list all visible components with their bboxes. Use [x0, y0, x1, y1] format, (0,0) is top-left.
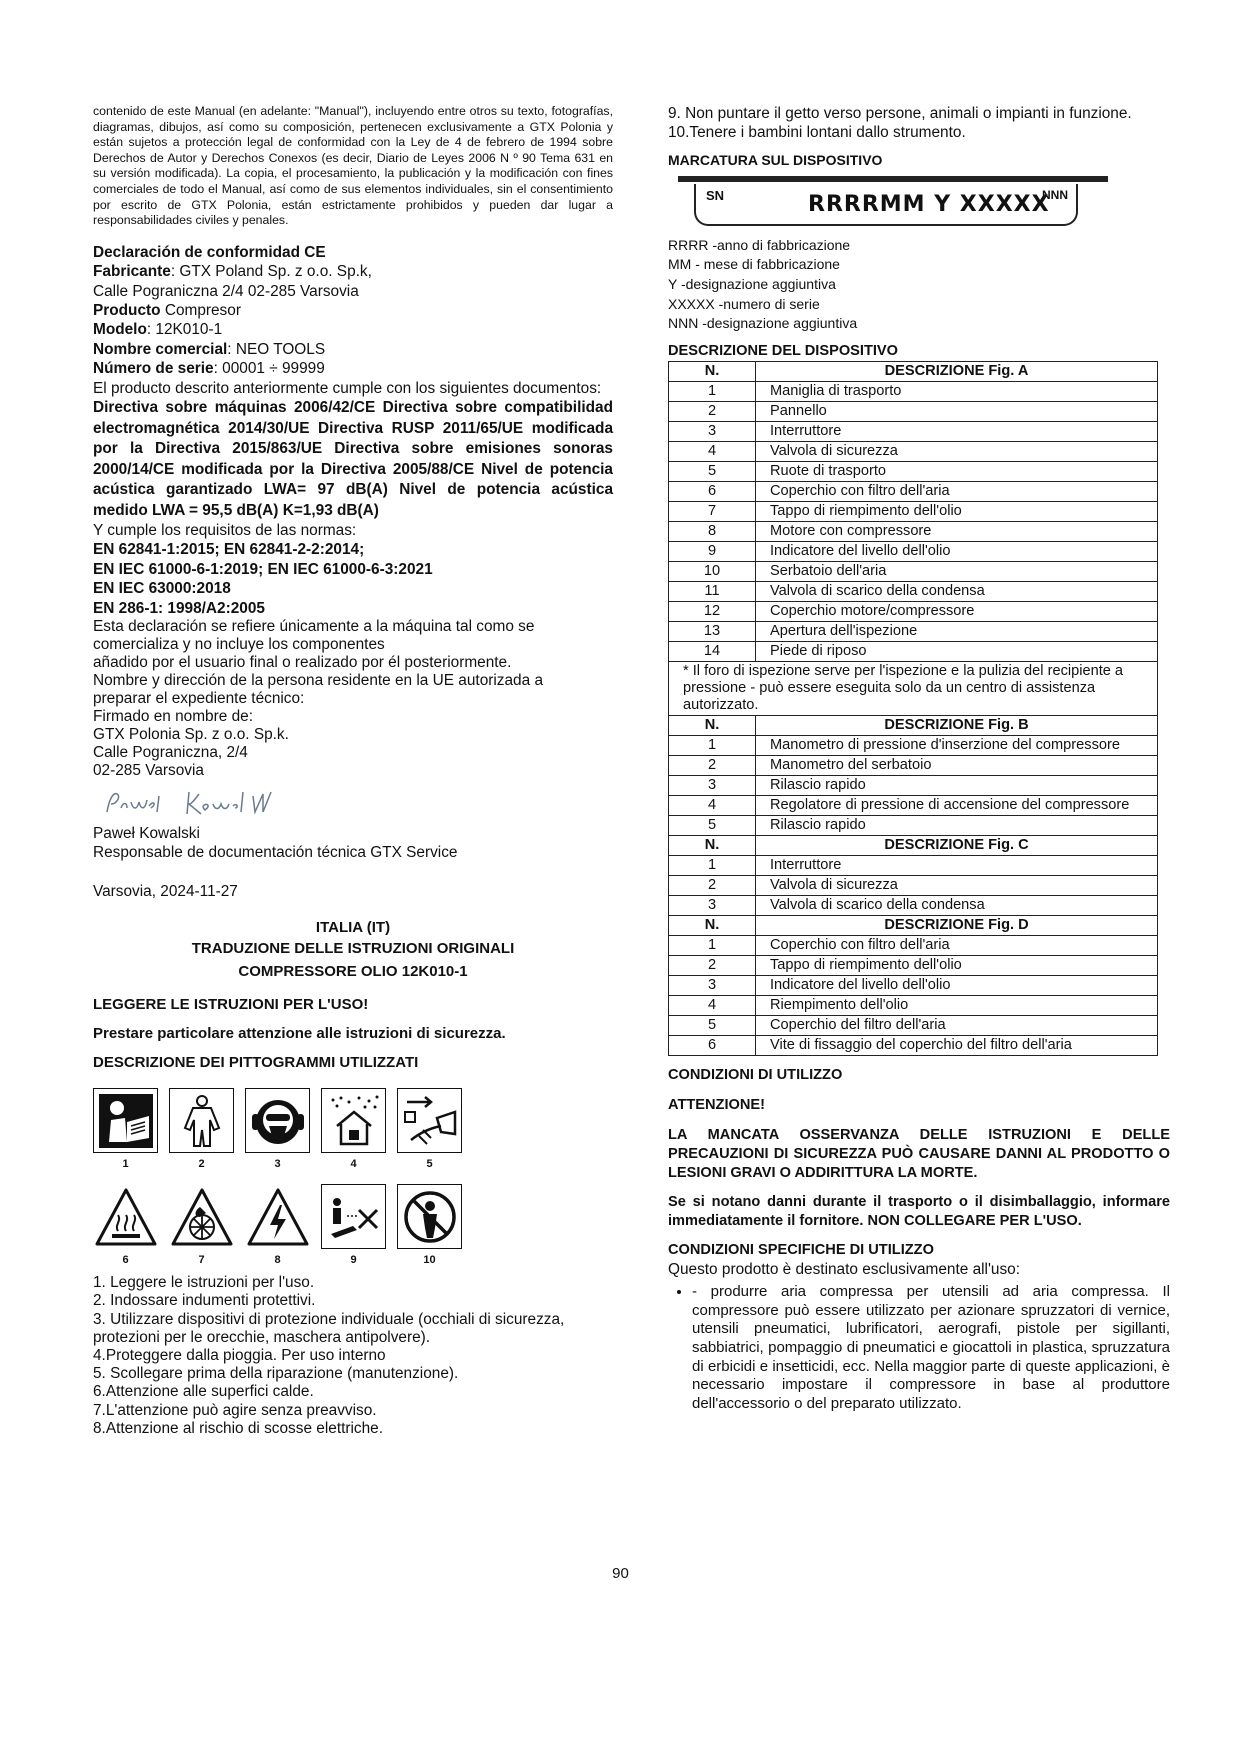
directives-text: Directiva sobre máquinas 2006/42/CE Directiva sobre compatibilidad electromagnética 2014/30/UE Directiva RUSP 2011/65/UE modificada por la Directiva 2015/863/UE Directiva sobre emisiones sonoras 2000/14/CE modificada por la Directiva 2005/88/CE Nivel de potencia acústica garantizado LWA= 97 dB(A) Nivel de potencia acústica medido LWA = 95,5 dB(A) K=1,93 dB(A) — [93, 399, 613, 519]
intended-use: Questo prodotto è destinato esclusivamente all'uso: — [668, 1260, 1021, 1278]
pictograms-title: DESCRIZIONE DEI PITTOGRAMMI UTILIZZATI — [93, 1054, 419, 1072]
table-cell-description: Motore con compressore — [756, 521, 1158, 541]
pictogram-description: 5. Scollegare prima della riparazione (manutenzione). — [93, 1365, 459, 1383]
table-cell-number: 6 — [669, 481, 756, 501]
declaration-note-line: comercializa y no incluye los componentes — [93, 636, 385, 654]
table-cell-number: 2 — [669, 955, 756, 975]
table-cell-description: Valvola di scarico della condensa — [756, 581, 1158, 601]
declaration-note-line: preparar el expediente técnico: — [93, 690, 305, 708]
table-cell-description: Ruote di trasporto — [756, 461, 1158, 481]
disconnect-pictogram-icon — [397, 1088, 462, 1153]
marking-nnn-label: NNN — [1042, 187, 1068, 202]
table-cell-description: Tappo di riempimento dell'olio — [756, 501, 1158, 521]
device-description-title: DESCRIZIONE DEL DISPOSITIVO — [668, 342, 899, 359]
signature — [103, 786, 613, 820]
table-row — [669, 1035, 1158, 1055]
table-header-n: N. — [669, 361, 756, 381]
declaration-note-line: Esta declaración se refiere únicamente a la máquina tal como se — [93, 618, 535, 636]
table-cell-number: 4 — [669, 995, 756, 1015]
picto-item-10: 10.Tenere i bambini lontani dallo strumento. — [668, 124, 966, 142]
table-cell-description: Riempimento dell'olio — [756, 995, 1158, 1015]
no-children-pictogram-icon — [397, 1184, 462, 1249]
table-cell-description: Tappo di riempimento dell'olio — [756, 955, 1158, 975]
table-cell-number: 4 — [669, 441, 756, 461]
table-cell-number: 3 — [669, 775, 756, 795]
pictogram-number: 2 — [198, 1158, 205, 1171]
table-row — [669, 481, 1158, 501]
table-row — [669, 975, 1158, 995]
table-cell-number: 13 — [669, 621, 756, 641]
declaration-note-line: 02-285 Varsovia — [93, 762, 204, 780]
marking-legend-line: MM - mese di fabbricazione — [668, 256, 840, 273]
declaration-note-line: Calle Pograniczna, 2/4 — [93, 744, 248, 762]
table-cell-description: Manometro di pressione d'inserzione del compressore — [756, 735, 1158, 755]
table-header-n: N. — [669, 835, 756, 855]
table-cell-number: 10 — [669, 561, 756, 581]
table-row — [669, 541, 1158, 561]
manufacturer-value: : GTX Poland Sp. z o.o. Sp.k, — [170, 263, 372, 281]
table-cell-number: 3 — [669, 975, 756, 995]
table-row — [669, 641, 1158, 661]
read-instructions-heading: LEGGERE LE ISTRUZIONI PER L'USO! — [93, 996, 369, 1014]
table-row — [669, 1015, 1158, 1035]
table-row — [669, 935, 1158, 955]
pictogram-number: 5 — [426, 1158, 433, 1171]
trade-name-line — [93, 340, 613, 359]
pictogram-number: 4 — [350, 1158, 357, 1171]
product-value: Compresor — [160, 301, 241, 319]
table-cell-description: Maniglia di trasporto — [756, 381, 1158, 401]
table-header-title: DESCRIZIONE Fig. A — [756, 361, 1158, 381]
table-cell-description: Regolatore di pressione di accensione del compressore — [756, 795, 1158, 815]
table-header-title: DESCRIZIONE Fig. D — [756, 915, 1158, 935]
pictogram-number: 7 — [198, 1254, 205, 1267]
manufacturer-label: Fabricante — [93, 263, 171, 281]
table-row — [669, 421, 1158, 441]
table-cell-number: 6 — [669, 1035, 756, 1055]
declaration-note — [93, 618, 613, 780]
table-cell-number: 14 — [669, 641, 756, 661]
marking-legend-line: RRRR -anno di fabbricazione — [668, 236, 851, 253]
table-row — [669, 401, 1158, 421]
table-row — [669, 381, 1158, 401]
table-cell-description: Piede di riposo — [756, 641, 1158, 661]
table-row — [669, 855, 1158, 875]
pictogram-number: 6 — [122, 1254, 129, 1267]
marking-legend-line: XXXXX -numero di serie — [668, 295, 820, 312]
marking-legend — [668, 236, 1170, 334]
table-cell-description: Rilascio rapido — [756, 815, 1158, 835]
table-cell-number: 3 — [669, 895, 756, 915]
table-row — [669, 621, 1158, 641]
table-row — [669, 875, 1158, 895]
table-cell-number: 8 — [669, 521, 756, 541]
table-row — [669, 995, 1158, 1015]
table-row — [669, 521, 1158, 541]
table-header-row — [669, 835, 1158, 855]
safety-warning: LA MANCATA OSSERVANZA DELLE ISTRUZIONI E DELLE PRECAUZIONI DI SICUREZZA PUÒ CAUSARE DANNI AL PRODOTTO O LESIONI GRAVI O ADDIRITTURA LA MORTE. — [668, 1126, 1170, 1181]
table-header-title: DESCRIZIONE Fig. B — [756, 715, 1158, 735]
table-cell-number: 5 — [669, 815, 756, 835]
table-cell-number: 7 — [669, 501, 756, 521]
model-value: : 12K010-1 — [146, 321, 223, 339]
table-row — [669, 775, 1158, 795]
table-cell-number: 9 — [669, 541, 756, 561]
table-header-n: N. — [669, 715, 756, 735]
declaration-note-line: GTX Polonia Sp. z o.o. Sp.k. — [93, 726, 289, 744]
pictogram-number: 8 — [274, 1254, 281, 1267]
table-cell-number: 2 — [669, 401, 756, 421]
pictogram-description: 7.L'attenzione può agire senza preavviso. — [93, 1401, 377, 1419]
pictograms-grid — [93, 1088, 483, 1266]
pictogram-description: 4.Proteggere dalla pioggia. Per uso interno — [93, 1347, 386, 1365]
table-cell-description: Valvola di scarico della condensa — [756, 895, 1158, 915]
attention-heading: ATTENZIONE! — [668, 1096, 766, 1113]
table-row — [669, 581, 1158, 601]
table-row — [669, 501, 1158, 521]
norm-line: EN IEC 63000:2018 — [93, 580, 231, 598]
table-cell-description: Apertura dell'ispezione — [756, 621, 1158, 641]
pictogram-description: 6.Attenzione alle superfici calde. — [93, 1383, 314, 1401]
table-row — [669, 441, 1158, 461]
table-cell-description: Indicatore del livello dell'olio — [756, 975, 1158, 995]
table-row — [669, 795, 1158, 815]
safety-attention: Prestare particolare attenzione alle istruzioni di sicurezza. — [93, 1025, 506, 1043]
table-header-n: N. — [669, 915, 756, 935]
hot-surface-pictogram-icon — [93, 1184, 158, 1249]
product-label: Producto — [93, 301, 161, 319]
ppe-pictogram-icon — [245, 1088, 310, 1153]
table-cell-number: 1 — [669, 855, 756, 875]
manufacturer-line — [93, 262, 613, 281]
declaration-note-line: Firmado en nombre de: — [93, 708, 253, 726]
table-header-row — [669, 915, 1158, 935]
declaration-date: Varsovia, 2024-11-27 — [93, 882, 238, 900]
table-header-row — [669, 361, 1158, 381]
table-row — [669, 735, 1158, 755]
it-product-title: COMPRESSORE OLIO 12K010-1 — [238, 963, 468, 981]
table-cell-number: 2 — [669, 755, 756, 775]
it-translation-title: TRADUZIONE DELLE ISTRUZIONI ORIGINALI — [191, 940, 515, 958]
norm-line: EN 286-1: 1998/A2:2005 — [93, 599, 265, 617]
pictogram-numbers-row1 — [93, 1158, 483, 1170]
table-cell-number: 2 — [669, 875, 756, 895]
pictogram-description: 3. Utilizzare dispositivi di protezione individuale (occhiali di sicurezza, protezioni per le orecchie, maschera antipolvere). — [93, 1310, 565, 1346]
table-note: * Il foro di ispezione serve per l'ispezione e la pulizia del recipiente a pressione - può essere eseguita solo da un centro di assistenza autorizzato. — [669, 661, 1158, 715]
table-header-row — [669, 715, 1158, 735]
conditions-title: CONDIZIONI DI UTILIZZO — [668, 1066, 843, 1083]
declaration-note-line: añadido por el usuario final o realizado por él posteriormente. — [93, 654, 512, 672]
table-cell-description: Manometro del serbatoio — [756, 755, 1158, 775]
table-row — [669, 601, 1158, 621]
pictogram-description: 2. Indossare indumenti protettivi. — [93, 1292, 316, 1310]
table-cell-description: Coperchio del filtro dell'aria — [756, 1015, 1158, 1035]
table-row — [669, 561, 1158, 581]
marking-title: MARCATURA SUL DISPOSITIVO — [668, 151, 883, 168]
table-cell-number: 1 — [669, 381, 756, 401]
table-cell-number: 1 — [669, 735, 756, 755]
pictogram-number: 10 — [423, 1254, 436, 1267]
read-manual-pictogram-icon — [93, 1088, 158, 1153]
declaration-note-line: Nombre y dirección de la persona residente en la UE autorizada a — [93, 672, 544, 690]
pictogram-numbers-row2 — [93, 1254, 483, 1266]
trade-name-label: Nombre comercial — [93, 340, 228, 358]
table-cell-description: Vite di fissaggio del coperchio del filtro dell'aria — [756, 1035, 1158, 1055]
table-cell-description: Pannello — [756, 401, 1158, 421]
model-line — [93, 320, 613, 339]
table-cell-number: 12 — [669, 601, 756, 621]
left-column — [93, 104, 613, 1438]
pictogram-description: 8.Attenzione al rischio di scosse elettriche. — [93, 1419, 384, 1437]
declaration-title: Declaración de conformidad CE — [93, 243, 326, 261]
damage-note: Se si notano danni durante il trasporto o il disimballaggio, informare immediatamente il fornitore. NON COLLEGARE PER L'USO. — [668, 1193, 1170, 1229]
pictogram-number: 3 — [274, 1158, 281, 1171]
intended-use-list — [668, 1283, 1170, 1413]
copyright-text: contenido de este Manual (en adelante: "Manual"), incluyendo entre otros su texto, fotografías, diagramas, dibujos, así como su composición, pertenecen exclusivamente a GTX Polonia y están sujetos a protección legal de conformidad con la Ley de 4 de febrero de 1994 sobre Derechos de Autor y Derechos Conexos (es decir, Diario de Leyes 2006 N º 90 Tema 631 en su versión modificada). La copia, el procesamiento, la publicación y la modificación con fines comerciales de todo el Manual, así como de sus elementos individuales, sin el consentimiento por escrito de GTX Polonia, están estrictamente prohibidos y pueden dar lugar a responsabilidades civiles y penales. — [93, 104, 613, 228]
specific-conditions-title: CONDIZIONI SPECIFICHE DI UTILIZZO — [668, 1241, 934, 1258]
product-line — [93, 301, 613, 320]
table-cell-description: Valvola di sicurezza — [756, 441, 1158, 461]
pictogram-description: 1. Leggere le istruzioni per l'uso. — [93, 1274, 315, 1292]
table-cell-number: 5 — [669, 1015, 756, 1035]
table-cell-description: Coperchio motore/compressore — [756, 601, 1158, 621]
signer-role: Responsable de documentación técnica GTX Service — [93, 844, 458, 862]
norms-list — [93, 540, 613, 618]
electric-shock-pictogram-icon — [245, 1184, 310, 1249]
page-number: 90 — [612, 1565, 629, 1582]
rotating-fan-pictogram-icon — [169, 1184, 234, 1249]
table-row — [669, 815, 1158, 835]
signer-name: Paweł Kowalski — [93, 825, 200, 843]
pictogram-number: 1 — [122, 1158, 129, 1171]
right-column — [668, 104, 1170, 1413]
table-cell-number: 5 — [669, 461, 756, 481]
marking-legend-line: NNN -designazione aggiuntiva — [668, 315, 858, 332]
serial-value: : 00001 ÷ 99999 — [213, 360, 325, 378]
trade-name-value: : NEO TOOLS — [227, 340, 326, 358]
address-line: Calle Pograniczna 2/4 02-285 Varsovia — [93, 282, 359, 300]
table-cell-number: 1 — [669, 935, 756, 955]
table-row — [669, 461, 1158, 481]
protective-clothing-pictogram-icon — [169, 1088, 234, 1153]
table-header-title: DESCRIZIONE Fig. C — [756, 835, 1158, 855]
table-row — [669, 755, 1158, 775]
table-cell-description: Coperchio con filtro dell'aria — [756, 935, 1158, 955]
table-cell-description: Rilascio rapido — [756, 775, 1158, 795]
it-section-title: ITALIA (IT) — [315, 919, 391, 937]
no-pointing-pictogram-icon — [321, 1184, 386, 1249]
norm-line: EN IEC 61000-6-1:2019; EN IEC 61000-6-3:2021 — [93, 560, 433, 578]
complies-text: El producto descrito anteriormente cumple con los siguientes documentos: — [93, 379, 602, 397]
table-cell-number: 4 — [669, 795, 756, 815]
table-cell-description: Coperchio con filtro dell'aria — [756, 481, 1158, 501]
table-cell-description: Indicatore del livello dell'olio — [756, 541, 1158, 561]
marking-code: RRRRMM Y XXXXX — [808, 191, 1050, 217]
rain-protection-pictogram-icon — [321, 1088, 386, 1153]
table-note-row — [669, 661, 1158, 715]
marking-legend-line: Y -designazione aggiuntiva — [668, 276, 836, 292]
pictogram-number: 9 — [350, 1254, 357, 1267]
table-cell-description: Serbatoio dell'aria — [756, 561, 1158, 581]
norms-intro: Y cumple los requisitos de las normas: — [93, 522, 357, 539]
table-cell-description: Interruttore — [756, 421, 1158, 441]
serial-line — [93, 359, 613, 378]
norm-line: EN 62841-1:2015; EN 62841-2-2:2014; — [93, 541, 365, 559]
table-row — [669, 895, 1158, 915]
table-row — [669, 955, 1158, 975]
table-cell-number: 11 — [669, 581, 756, 601]
table-cell-description: Interruttore — [756, 855, 1158, 875]
model-label: Modelo — [93, 321, 147, 339]
pictogram-descriptions — [93, 1274, 613, 1438]
table-cell-number: 3 — [669, 421, 756, 441]
device-description-table — [668, 361, 1158, 1056]
table-cell-description: Valvola di sicurezza — [756, 875, 1158, 895]
list-item: • - produrre aria compressa per utensili ad aria compressa. Il compressore può essere utilizzato per azionare spruzzatori di vernice, utensili pneumatici, lubrificatori, aerografi, pistole per sigillanti, sabbiatrici, pompaggio di pneumatici e giocattoli in plastica, spruzzatura di erbicidi e insetticidi, ecc. Nella maggior parte di queste applicazioni, è necessario impostare il compressore in base al produttore dell'accessorio o del preparato utilizzato. — [692, 1283, 1170, 1413]
picto-item-9: 9. Non puntare il getto verso persone, animali o impianti in funzione. — [668, 105, 1132, 122]
serial-label: Número de serie — [93, 360, 214, 378]
serial-marking-plate — [668, 176, 1108, 226]
marking-sn-label: SN — [706, 187, 725, 203]
